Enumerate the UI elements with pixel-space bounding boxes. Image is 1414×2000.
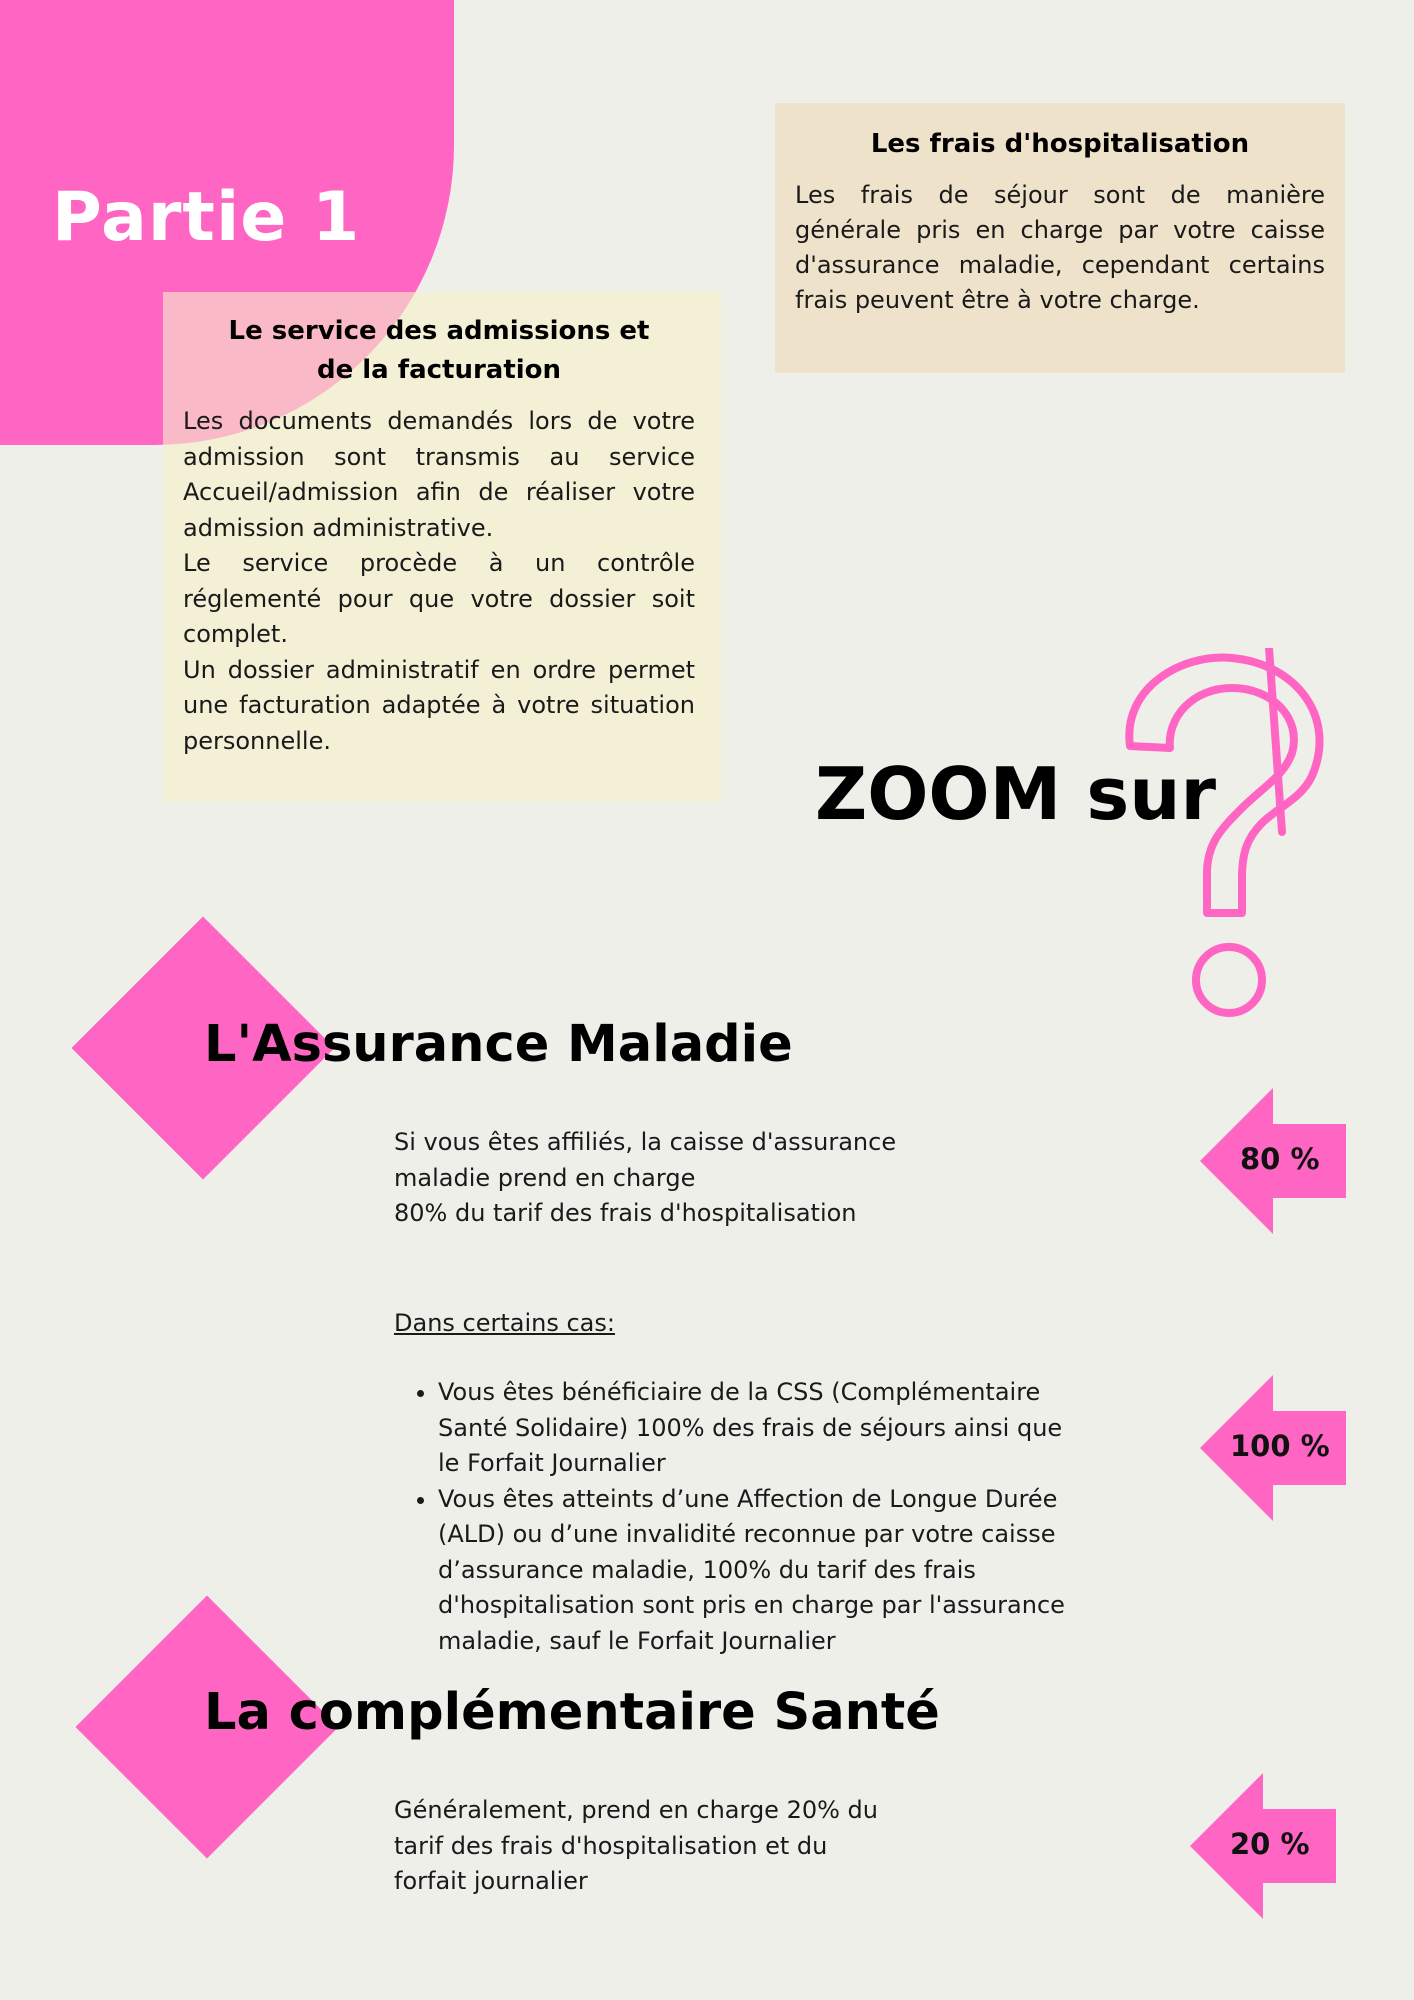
admissions-title-line1: Le service des admissions et (228, 316, 650, 346)
assurance-line-1: Si vous êtes affiliés, la caisse d'assurance (394, 1128, 897, 1156)
badge-80: 80 % (1240, 1142, 1320, 1176)
frais-box-title: Les frais d'hospitalisation (870, 129, 1250, 159)
complementaire-text (394, 1793, 994, 1900)
question-mark-icon (1112, 648, 1342, 1028)
complementaire-line-2: tarif des frais d'hospitalisation et du (394, 1831, 828, 1860)
assurance-text (394, 1125, 994, 1232)
assurance-line-3: 80% du tarif des frais d'hospitalisation (394, 1199, 857, 1227)
admissions-paragraph-3: Un dossier administratif en ordre permet une facturation adaptée à votre situation personnelle. (183, 655, 695, 755)
case-item-ald: • Vous êtes atteints d’une Affection de Longue Durée (ALD) ou d’une invalidité reconnue par votre caisse d’assurance maladie, 100% du tarif des frais d'hospitalisation sont pris en charge par l'assurance maladie, sauf le Forfait Journalier (438, 1482, 1078, 1660)
admissions-title-line2: de la facturation (316, 355, 562, 385)
assurance-maladie-heading: L'Assurance Maladie (204, 1015, 793, 1074)
part-title: Partie 1 (52, 178, 361, 257)
admissions-paragraph-2: Le service procède à un contrôle réglementé pour que votre dossier soit complet. (183, 549, 695, 648)
frais-hospitalisation-box (775, 103, 1345, 373)
zoom-title: ZOOM sur (815, 752, 1216, 836)
case-item-css: • Vous êtes bénéficiaire de la CSS (Complémentaire Santé Solidaire) 100% des frais de séjours ainsi que le Forfait Journalier (438, 1375, 1078, 1482)
admissions-box (163, 292, 721, 802)
admissions-paragraph-1: Les documents demandés lors de votre admission sont transmis au service Accueil/admission afin de réaliser votre admission administrative. (183, 407, 695, 542)
frais-box-text: Les frais de séjour sont de manière générale pris en charge par votre caisse d'assurance maladie, cependant certains frais peuvent être à votre charge. (795, 181, 1325, 314)
badge-100: 100 % (1230, 1429, 1330, 1463)
complementaire-sante-heading: La complémentaire Santé (204, 1683, 940, 1742)
assurance-line-2: maladie prend en charge (394, 1163, 696, 1192)
complementaire-line-1: Généralement, prend en charge 20% du (394, 1796, 878, 1824)
complementaire-line-3: forfait journalier (394, 1867, 588, 1895)
admissions-box-title (183, 312, 695, 390)
cases-label: Dans certains cas: (394, 1309, 615, 1337)
badge-20: 20 % (1230, 1827, 1310, 1861)
cases-list (394, 1375, 1138, 1659)
